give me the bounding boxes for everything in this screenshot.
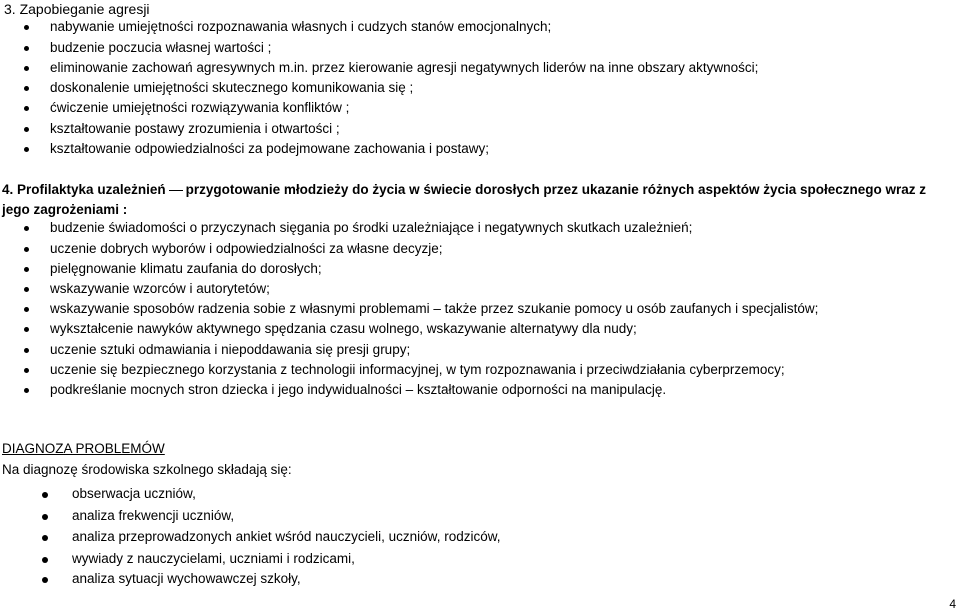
list-item: eliminowanie zachowań agresywnych m.in. przez kierowanie agresji negatywnych liderów na inne obszary aktywności; (50, 59, 758, 77)
bullet-icon (24, 267, 29, 272)
bullet-icon (24, 86, 29, 91)
page-number: 4 (949, 597, 956, 611)
bullet-icon (42, 557, 48, 563)
list-item: ćwiczenie umiejętności rozwiązywania konfliktów ; (50, 99, 349, 117)
list-item: wskazywanie sposobów radzenia sobie z własnymi problemami – także przez szukanie pomocy u osób zaufanych i specjalistów; (50, 300, 818, 318)
list-item: nabywanie umiejętności rozpoznawania własnych i cudzych stanów emocjonalnych; (50, 18, 551, 36)
section-4-title: Profilaktyka uzależnień (17, 182, 166, 197)
list-item: obserwacja uczniów, (72, 485, 196, 503)
bullet-icon (24, 147, 29, 152)
diagnosis-subtitle: Na diagnozę środowiska szkolnego składają się: (2, 462, 292, 477)
bullet-icon (24, 46, 29, 51)
list-item: podkreślanie mocnych stron dziecka i jego indywidualności – kształtowanie odporności na manipulację. (50, 381, 666, 399)
list-item: budzenie świadomości o przyczynach sięgania po środki uzależniające i negatywnych skutkach uzależnień; (50, 219, 692, 237)
list-item: kształtowanie postawy zrozumienia i otwartości ; (50, 120, 340, 138)
list-item: analiza frekwencji uczniów, (72, 507, 234, 525)
list-item: uczenie się bezpiecznego korzystania z technologii informacyjnej, w tym rozpoznawania i przeciwdziałania cyberprzemocy; (50, 361, 785, 379)
section-4-number: 4. (2, 182, 14, 197)
list-item: uczenie dobrych wyborów i odpowiedzialności za własne decyzje; (50, 240, 442, 258)
bullet-icon (24, 247, 29, 252)
list-item: doskonalenie umiejętności skutecznego komunikowania się ; (50, 79, 413, 97)
bullet-icon (24, 287, 29, 292)
bullet-icon (42, 577, 48, 583)
list-item: analiza sytuacji wychowawczej szkoły, (72, 570, 301, 588)
bullet-icon (24, 25, 29, 30)
section-4-intro-text: przygotowanie młodzieży do życia w świecie dorosłych przez ukazanie różnych aspektów życia społecznego wraz z jego zagrożeniami : (2, 182, 927, 217)
bullet-icon (24, 368, 29, 373)
bullet-icon (24, 127, 29, 132)
list-item: analiza przeprowadzonych ankiet wśród nauczycieli, uczniów, rodziców, (72, 528, 500, 546)
list-item: uczenie sztuki odmawiania i niepoddawania się presji grupy; (50, 341, 410, 359)
bullet-icon (24, 106, 29, 111)
bullet-icon (24, 226, 29, 231)
bullet-icon (24, 327, 29, 332)
bullet-icon (24, 388, 29, 393)
dash-separator (169, 190, 183, 191)
list-item: budzenie poczucia własnej wartości ; (50, 39, 271, 57)
diagnosis-heading: DIAGNOZA PROBLEMÓW (2, 441, 165, 456)
list-item: wywiady z nauczycielami, uczniami i rodzicami, (72, 550, 355, 568)
section-4-intro (2, 180, 957, 220)
bullet-icon (24, 307, 29, 312)
bullet-icon (42, 514, 48, 520)
bullet-icon (24, 66, 29, 71)
bullet-icon (42, 535, 48, 541)
list-item: wskazywanie wzorców i autorytetów; (50, 280, 270, 298)
list-item: kształtowanie odpowiedzialności za podejmowane zachowania i postawy; (50, 140, 489, 158)
list-item: wykształcenie nawyków aktywnego spędzania czasu wolnego, wskazywanie alternatywy dla nudy; (50, 320, 637, 338)
bullet-icon (42, 492, 48, 498)
list-item: pielęgnowanie klimatu zaufania do dorosłych; (50, 260, 322, 278)
bullet-icon (24, 348, 29, 353)
section-3-heading: 3. Zapobieganie agresji (4, 1, 150, 17)
